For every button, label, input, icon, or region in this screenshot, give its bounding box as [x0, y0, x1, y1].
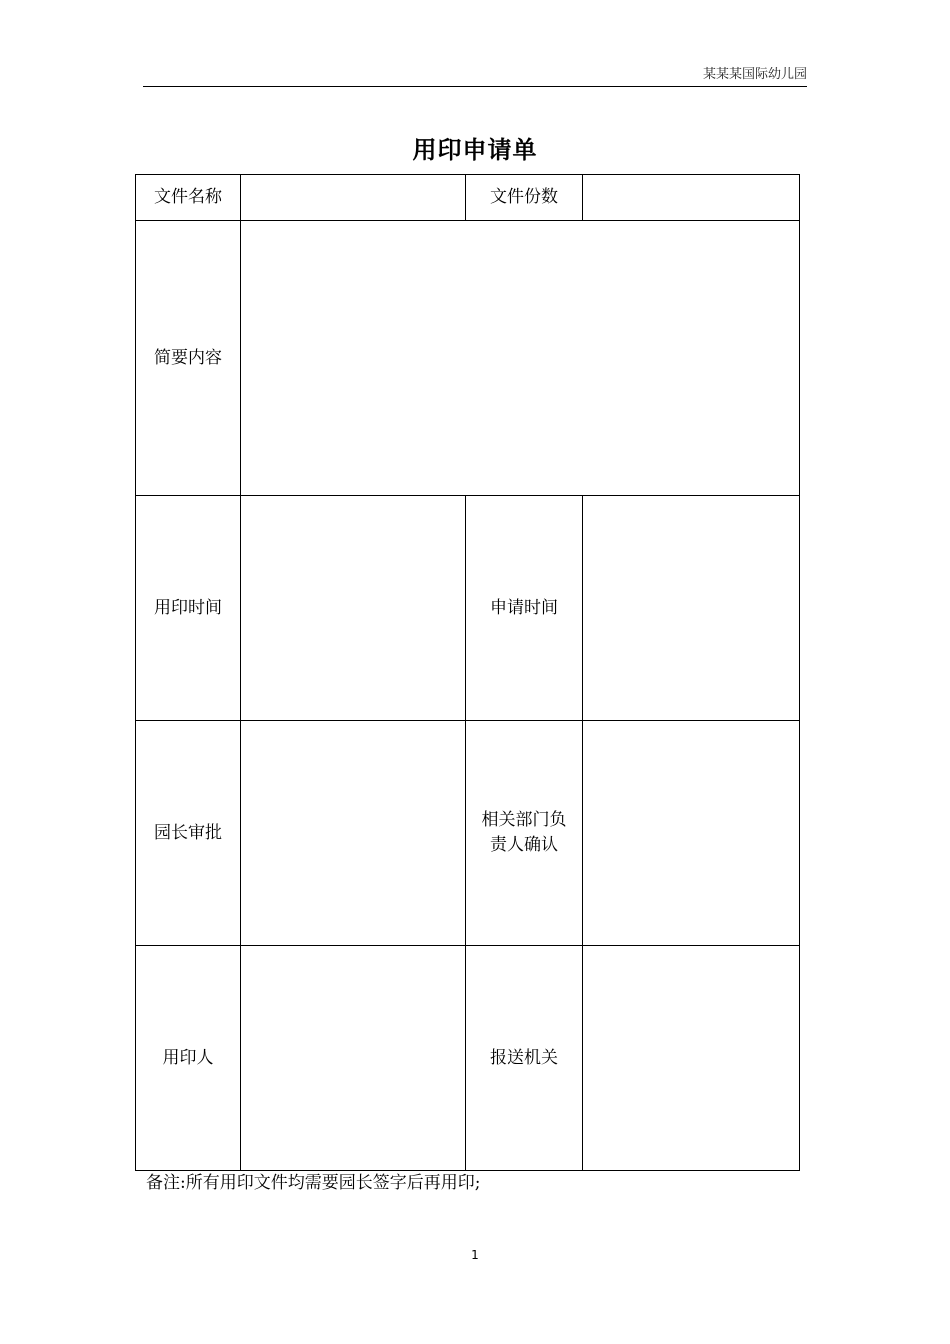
summary-label: 简要内容: [154, 347, 222, 368]
apply-time-field[interactable]: [583, 496, 800, 721]
doc-copies-field[interactable]: [583, 175, 800, 221]
apply-time-label: 申请时间: [490, 597, 558, 618]
submit-authority-field[interactable]: [583, 946, 800, 1171]
dept-head-confirm-label-cell: [466, 721, 583, 946]
form-row-document: [136, 175, 800, 221]
seal-user-label: 用印人: [162, 1047, 214, 1068]
seal-application-form: [135, 174, 800, 1171]
form-note: 备注:所有用印文件均需要园长签字后再用印;: [146, 1173, 481, 1193]
apply-time-label-cell: [466, 496, 583, 721]
doc-name-label: 文件名称: [154, 187, 222, 207]
header-divider: [143, 86, 807, 87]
summary-field[interactable]: [241, 221, 800, 496]
form-row-user: [136, 946, 800, 1171]
form-row-summary: [136, 221, 800, 496]
submit-authority-label-cell: [466, 946, 583, 1171]
summary-label-cell: [136, 221, 241, 496]
seal-user-field[interactable]: [241, 946, 466, 1171]
page-title: 用印申请单: [412, 136, 538, 164]
dept-head-confirm-field[interactable]: [583, 721, 800, 946]
seal-time-label: 用印时间: [154, 597, 222, 618]
principal-approval-label: 园长审批: [154, 822, 222, 843]
seal-time-label-cell: [136, 496, 241, 721]
principal-approval-label-cell: [136, 721, 241, 946]
dept-head-confirm-label-line2: 责人确认: [490, 835, 558, 855]
dept-head-confirm-label-line1: 相关部门负: [481, 810, 567, 830]
form-row-time: [136, 496, 800, 721]
submit-authority-label: 报送机关: [490, 1047, 558, 1068]
form-row-approval: [136, 721, 800, 946]
doc-name-field[interactable]: [241, 175, 466, 221]
page-number: 1: [471, 1248, 479, 1262]
principal-approval-field[interactable]: [241, 721, 466, 946]
doc-name-label-cell: [136, 175, 241, 221]
seal-time-field[interactable]: [241, 496, 466, 721]
doc-copies-label-cell: [466, 175, 583, 221]
doc-copies-label: 文件份数: [490, 187, 558, 207]
seal-user-label-cell: [136, 946, 241, 1171]
header-org-name: 某某某国际幼儿园: [702, 67, 807, 82]
